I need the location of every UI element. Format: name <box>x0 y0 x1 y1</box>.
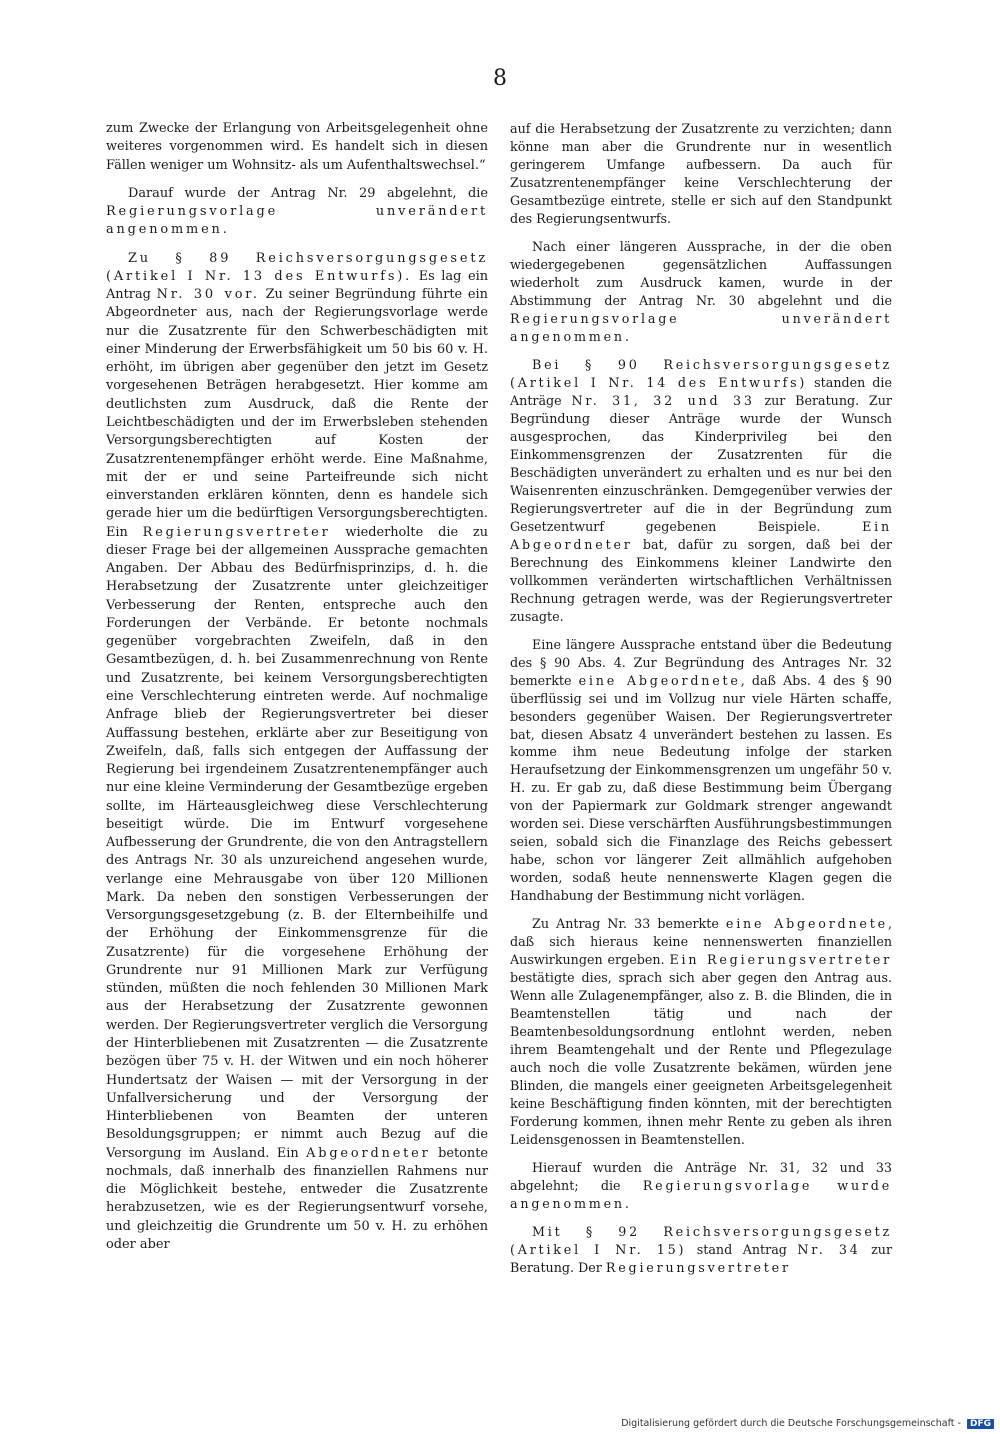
text-run: auf die Herabsetzung der Zusatzrente zu verzichten; dann könne man aber die Grundrente nur in wesentlich geringerem Umfange aufbessern. Da auch für Zusatzrentenempfänger keine Verschlechterung der Gesamtbezüge eintrete, stelle er sich auf den Standpunkt des Regierungsentwurfs. <box>510 121 892 226</box>
footer-credit-text: Digitalisierung gefördert durch die Deutsche Forschungsgemeinschaft <box>621 1418 955 1429</box>
text-run: bestätigte dies, sprach sich aber gegen den Antrag aus. Wenn alle Zulagenempfänger, also z. B. die Blinden, die in Beamtenstellen tätig und nach der Beamtenbesoldungsordnung entlohnt werden, neben ihrem Beamtengehalt und der Rente und Pflegezulage auch noch die volle Zusatzrente bekämen, würden jene Blinden, die mangels einer geeigneten Arbeitsgelegenheit keine Beschäftigung finden könnten, mit der berechtigten Forderung kommen, ihnen mehr Rente zu geben als ihren Leidensgenossen in Beamtenstellen. <box>510 970 892 1148</box>
text-run: stand Antrag <box>686 1242 798 1258</box>
text-run: Es lag ein Antrag <box>106 268 488 303</box>
emphasized-text: Bei § 90 Reichsversorgungsgesetz (Artikel I Nr. 14 des Entwurfs) <box>510 356 892 390</box>
emphasized-text: Regierungsvertreter <box>142 524 331 540</box>
text-run: zur Beratung. Zur Begründung dieser Anträge wurde der Wunsch ausgesprochen, das Kinderprivileg bei den Einkommensgrenzen der Zusatzrenten für die Beschädigten unverändert zu erhalten und es nur bei den Waisenrenten einzuschränken. Demgegenüber verwies der Regierungsvertreter auf die in der Begründung zum Gesetzentwurf gegebenen Beispiele. <box>510 392 892 534</box>
text-run: Eine längere Aussprache entstand über die Bedeutung des § 90 Abs. 4. Zur Begründung des Antrages Nr. 32 bemerkte <box>510 636 892 688</box>
text-run: Zu Antrag Nr. 33 bemerkte <box>532 916 726 932</box>
paragraph <box>106 185 488 240</box>
text-run: standen die Anträge <box>510 374 892 408</box>
emphasized-text: Regierungsvorlage unverändert angenommen. <box>106 204 488 238</box>
emphasized-text: Nr. 34 <box>797 1242 861 1258</box>
emphasized-text: Zu § 89 Reichsversorgungsgesetz (Artikel I Nr. 13 des Entwurfs). <box>106 250 488 284</box>
text-run: betonte nochmals, daß innerhalb des finanziellen Rahmens nur die Möglichkeit bestehe, entweder die Zusatzrente herabzusetzen, wie es der Regierungsentwurf vorsehe, und gleichzeitig die Grundrente um 50 v. H. zu erhöhen oder aber <box>106 1145 488 1252</box>
paragraph <box>106 120 488 175</box>
footer-credit <box>621 1418 994 1429</box>
text-run: zur Beratung. Der <box>510 1242 893 1276</box>
emphasized-text: Ein Regierungsvertreter <box>669 952 892 968</box>
emphasized-text: Regierungsvorlage wurde angenommen. <box>510 1178 892 1212</box>
emphasized-text: Mit § 92 Reichsversorgungsgesetz (Artikel I Nr. 15) <box>510 1224 892 1258</box>
emphasized-text: Nr. 30 vor. <box>156 287 260 303</box>
right-text-column <box>510 120 892 1287</box>
footer-separator: - <box>954 1418 964 1429</box>
emphasized-text: Ein Abgeordneter <box>510 518 892 552</box>
paragraph <box>510 120 892 228</box>
paragraph <box>510 356 892 626</box>
text-run: Darauf wurde der Antrag Nr. 29 abgelehnt, die <box>128 185 488 201</box>
emphasized-text: Regierungsvertreter <box>605 1260 791 1276</box>
text-run: bat, dafür zu sorgen, daß bei der Berechnung des Einkommens kleiner Landwirte den vollkommen veränderten wirtschaftlichen Verhältnissen Rechnung getragen werde, was der Regierungsvertreter zusagte. <box>510 536 892 624</box>
text-run: Nach einer längeren Aussprache, in der die oben wiedergegebenen gegensätzlichen Auffassungen wiederholt zum Ausdruck kamen, wurde in der Abstimmung der Antrag Nr. 30 abgelehnt und die <box>510 238 892 308</box>
dfg-logo: DFG <box>967 1419 994 1429</box>
text-run: zum Zwecke der Erlangung von Arbeitsgelegenheit ohne weiteres vorgenommen wird. Es handelt sich in diesen Fällen weniger um Wohnsitz- als um Aufenthaltswechsel.“ <box>106 121 488 173</box>
text-run: Zu seiner Begründung führte ein Abgeordneter aus, nach der Regierungsvorlage werde nur die Zusatzrente für den Schwerbeschädigten mit einer Minderung der Erwerbsfähigkeit um 50 bis 60 v. H. erhöht, im übrigen aber gegenüber den jetzt im Gesetz vorgesehenen Beträgen herabgesetzt. Hier komme am deutlichsten zum Ausdruck, daß die Rente der Leichtbeschädigten und der im Erwerbsleben stehenden Versorgungsberechtigten auf Kosten der Zusatzrentenempfänger erhöht werde. Eine Maßnahme, mit der er und seine Parteifreunde sich nicht einverstanden erklären könnten, denn es handele sich gerade hier um die bedürftigen Versorgungsberechtigten. Ein <box>106 287 488 540</box>
paragraph <box>510 915 892 1149</box>
paragraph <box>510 238 892 346</box>
emphasized-text: eine Abgeordnete <box>578 672 741 688</box>
left-text-column <box>106 120 488 1264</box>
paragraph <box>510 1223 892 1277</box>
page-number: 8 <box>493 66 507 91</box>
paragraph <box>510 1159 892 1213</box>
text-run: wiederholte die zu dieser Frage bei der allgemeinen Aussprache gemachten Angaben. Der Abbau des Bedürfnisprinzips, d. h. die Herabsetzung der Zusatzrente unter gleichzeitiger Verbesserung der Renten, entspreche auch den Forderungen der Verbände. Er betonte nochmals gegenüber vorgebrachten Zweifeln, daß in den Gesamtbezügen, d. h. bei Zusammenrechnung von Rente und Zusatzrente, bei keinem Versorgungsberechtigten eine Verschlechterung eintreten werde. Auf nochmalige Anfrage blieb der Regierungsvertreter bei dieser Auffassung bestehen, erklärte aber zur Beseitigung von Zweifeln, daß, falls sich entgegen der Auffassung der Regierung bei irgendeinem Zusatzrentenempfänger auch nur eine kleine Verminderung der Gesamtbezüge ergeben sollte, im Härteausgleichweg diese Verschlechterung beseitigt würde. Die im Entwurf vorgesehene Aufbesserung der Grundrente, die von den Antragstellern des Antrags Nr. 30 als unzureichend angesehen wurde, verlange eine Mehrausgabe von über 120 Millionen Mark. Da neben den sonstigen Verbesserungen der Versorgungsgesetzgebung (z. B. der Elternbeihilfe und der Erhöhung der Einkommensgrenze für die Zusatzrente) für die vorgesehene Erhöhung der Grundrente nur 91 Millionen Mark zur Verfügung stünden, müßten die noch fehlenden 30 Millionen Mark aus der Herabsetzung der Zusatzrente gewonnen werden. Der Regierungsvertreter verglich die Versorgung der Hinterbliebenen mit Zusatzrenten — die Zusatzrente bezögen über 75 v. H. der Witwen und ein noch höherer Hundertsatz der Waisen — mit der Versorgung in der Unfallversicherung und der Versorgung der Hinterbliebenen von Beamten der unteren Besoldungsgruppen; er nimmt auch Bezug auf die Versorgung im Ausland. Ein <box>106 524 488 1161</box>
paragraph <box>510 636 892 906</box>
text-run: , daß sich hieraus keine nennenswerten finanziellen Auswirkungen ergeben. <box>510 916 892 968</box>
text-run: Hierauf wurden die Anträge Nr. 31, 32 und 33 abgelehnt; die <box>510 1160 892 1194</box>
emphasized-text: Regierungsvorlage unverändert angenommen. <box>510 310 892 344</box>
emphasized-text: eine Abgeordnete <box>725 916 888 932</box>
emphasized-text: Abgeordneter <box>306 1145 431 1161</box>
emphasized-text: Nr. 31, 32 und 33 <box>571 392 755 408</box>
paragraph <box>106 250 488 1255</box>
text-run: , daß Abs. 4 des § 90 überflüssig sei und im Vollzug nur viele Härten schaffe, besonders gegenüber Waisen. Der Regierungsvertreter bat, diesen Absatz 4 unverändert bestehen zu lassen. Es komme ihm neue Bedeutung infolge der starken Heraufsetzung der Einkommensgrenzen um ungefähr 50 v. H. zu. Er gab zu, daß diese Bestimmung beim Übergang von der Papiermark zur Goldmark strenger angewandt worden sei. Diese verschärften Ausführungsbestimmungen seien, sobald sich die Finanzlage des Reichs gebessert habe, schon vor längerer Zeit allmählich aufgehoben worden, sodaß heute nennenswerte Klagen gegen die Handhabung der Bestimmung nicht vorlägen. <box>510 672 892 904</box>
